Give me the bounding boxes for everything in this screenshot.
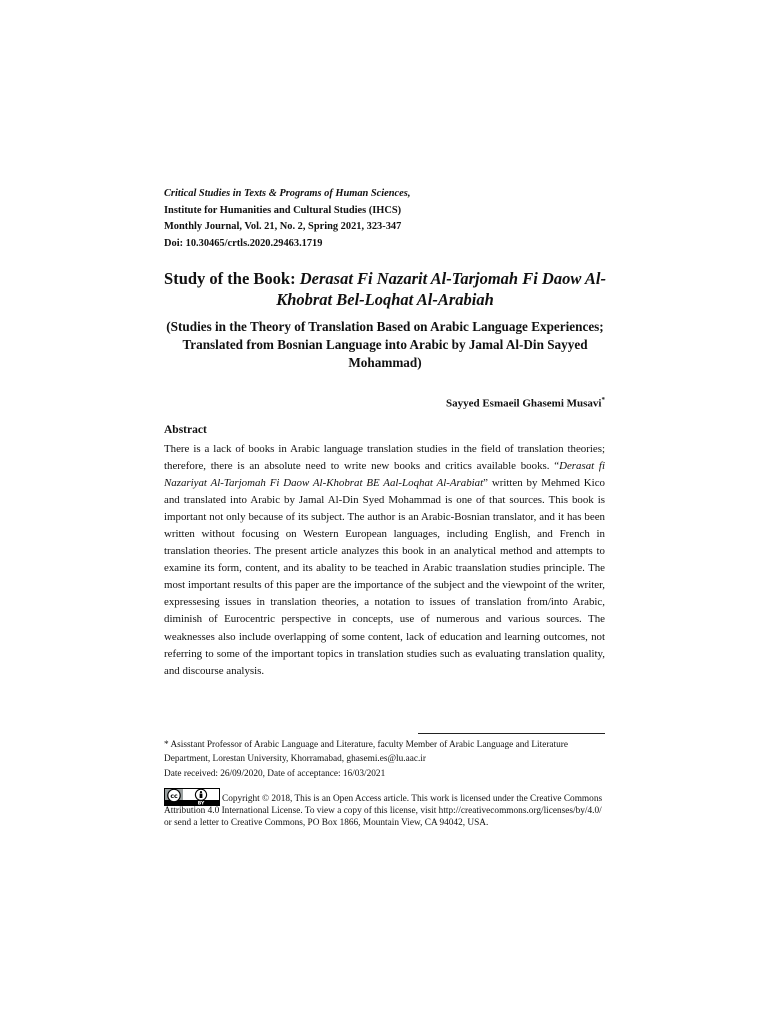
abstract-book-title: Derasat fi Nazariyat Al-Tarjomah Fi Daow Al-Khobrat BE Aal-Loqhat Al-Arabiat xyxy=(164,460,605,490)
author-line xyxy=(380,396,605,410)
abstract-body xyxy=(164,441,605,680)
title-prefix: Study of the Book: xyxy=(164,269,300,288)
doi: Doi: 10.30465/crtls.2020.29463.1719 xyxy=(164,237,323,249)
license-text: Copyright © 2018, This is an Open Access article. This work is licensed under the Creative Commons Attribution 4.0 International License. To view a copy of this license, visit http://creativecommons.org/licenses/by/4.0/ or send a letter to Creative Commons, PO Box 1866, Mountain View, CA 94042, USA. xyxy=(164,793,603,829)
abstract-heading: Abstract xyxy=(164,424,207,436)
author-footnote xyxy=(164,739,605,766)
svg-text:cc: cc xyxy=(170,792,178,800)
abstract-text-1: There is a lack of books in Arabic language translation studies in the field of translation theories; therefore, there is an absolute need to write new books and critics available books. “ xyxy=(164,443,605,473)
journal-name: Critical Studies in Texts & Programs of Human Sciences, xyxy=(164,188,411,199)
issue-info: Monthly Journal, Vol. 21, No. 2, Spring 2021, 323-347 xyxy=(164,221,402,232)
author-footnote-mark: * xyxy=(601,396,605,404)
author-name: Sayyed Esmaeil Ghasemi Musavi xyxy=(445,397,602,410)
cc-by-license-icon xyxy=(164,788,220,806)
journal-header xyxy=(164,186,604,252)
institute-name: Institute for Humanities and Cultural Studies (IHCS) xyxy=(164,204,402,216)
cc-badge-label: BY xyxy=(197,801,205,806)
footnote-text: * Asisstant Professor of Arabic Language and Literature, faculty Member of Arabic Language and Literature Department, Lorestan University, Khorramabad, ghasemi.es@lu.aac.ir xyxy=(164,740,569,764)
abstract-text-2: ” written by Mehmed Kico and translated into Arabic by Jamal Al-Din Syed Mohammad is one of that sources. This book is important not only because of its subject. The author is an Arabic-Bosnian translator, and it has been written without focusing on Western European languages, including English, and French in translation theories. The present article analyzes this book in an analytical method and attempts to examine its form, content, and its abality to be teached in Arabic traanslation studies principle. The most important results of this paper are the importance of the subject and the viewpoint of the writer, expressesing issues in translation theories, a notation to issues of translation from/into Arabic, diminish of Eurocentric perspective in concepts, use of numerous and various sources. The weaknesses also include overlapping of some content, lack of education and learning outcomes, not referring to some of the important topics in translation studies such as evaluating translation quality, and discourse analysis. xyxy=(164,477,605,677)
article-title xyxy=(150,268,620,310)
received-accepted-dates: Date received: 26/09/2020, Date of acceptance: 16/03/2021 xyxy=(164,769,386,779)
article-subtitle: (Studies in the Theory of Translation Based on Arabic Language Experiences; Translated from Bosnian Language into Arabic by Jamal Al-Din Sayyed Mohammad) xyxy=(166,319,604,370)
license-notice xyxy=(164,787,605,829)
title-book-name: Derasat Fi Nazarit Al-Tarjomah Fi Daow Al-Khobrat Bel-Loqhat Al-Arabiah xyxy=(276,269,606,309)
footnote-divider xyxy=(418,733,605,734)
